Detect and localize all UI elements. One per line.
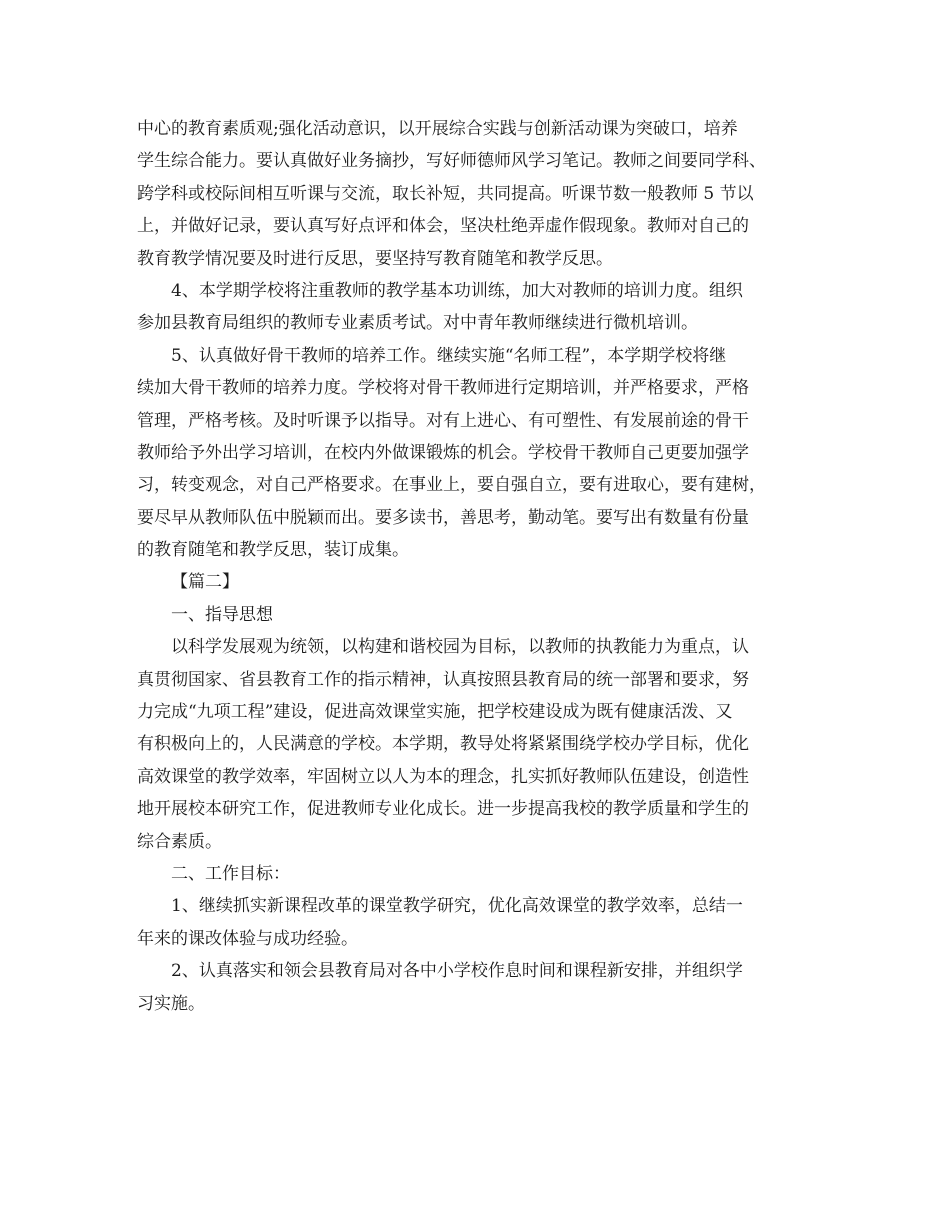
text-line: 跨学科或校际间相互听课与交流，取长补短，共同提高。听课节数一般教师 5 节以 [137, 183, 754, 204]
text-line: 要尽早从教师队伍中脱颖而出。要多读书，善思考，勤动笔。要写出有数量有份量 [137, 507, 749, 528]
text-line: 以科学发展观为统领，以构建和谐校园为目标，以教师的执教能力为重点，认 [171, 637, 749, 658]
text-line: 参加县教育局组织的教师专业素质考试。对中青年教师继续进行微机培训。 [137, 313, 698, 334]
text-line: 的教育随笔和教学反思，装订成集。 [137, 540, 409, 561]
text-line: 习，转变观念，对自己严格要求。在事业上，要自强自立，要有进取心，要有建树， [137, 475, 766, 496]
text-line: 力完成“九项工程”建设，促进高效课堂实施，把学校建设成为既有健康活泼、又 [137, 702, 733, 723]
text-line: 教育教学情况要及时进行反思，要坚持写教育随笔和教学反思。 [137, 248, 613, 269]
text-line: 2、认真落实和领会县教育局对各中小学校作息时间和课程新安排，并组织学 [171, 961, 743, 982]
text-line: 学生综合能力。要认真做好业务摘抄，写好师德师风学习笔记。教师之间要同学科、 [137, 151, 766, 172]
text-line: 二、工作目标： [171, 863, 290, 884]
text-line: 高效课堂的教学效率，牢固树立以人为本的理念，扎实抓好教师队伍建设，创造性 [137, 766, 749, 787]
text-line: 地开展校本研究工作，促进教师专业化成长。进一步提高我校的教学质量和学生的 [137, 799, 749, 820]
text-line: 一、指导思想 [171, 604, 273, 625]
text-line: 习实施。 [137, 993, 205, 1014]
text-line: 上，并做好记录，要认真写好点评和体会，坚决杜绝弄虚作假现象。教师对自己的 [137, 216, 749, 237]
text-line: 1、继续抓实新课程改革的课堂教学研究，优化高效课堂的教学效率，总结一 [171, 896, 743, 917]
text-line: 5、认真做好骨干教师的培养工作。继续实施“名师工程”，本学期学校将继 [171, 345, 727, 366]
text-line: 有积极向上的，人民满意的学校。本学期，教导处将紧紧围绕学校办学目标，优化 [137, 734, 749, 755]
text-line: 教师给予外出学习培训，在校内外做课锻炼的机会。学校骨干教师自己更要加强学 [137, 442, 749, 463]
text-line: 真贯彻国家、省县教育工作的指示精神，认真按照县教育局的统一部署和要求，努 [137, 669, 749, 690]
text-line: 【篇二】 [171, 572, 239, 593]
text-line: 管理，严格考核。及时听课予以指导。对有上进心、有可塑性、有发展前途的骨干 [137, 410, 749, 431]
text-line: 续加大骨干教师的培养力度。学校将对骨干教师进行定期培训，并严格要求，严格 [137, 378, 749, 399]
text-line: 中心的教育素质观;强化活动意识，以开展综合实践与创新活动课为突破口，培养 [137, 119, 738, 139]
text-line: 综合素质。 [137, 831, 222, 852]
text-line: 年来的课改体验与成功经验。 [137, 928, 358, 949]
text-line: 4、本学期学校将注重教师的教学基本功训练，加大对教师的培训力度。组织 [171, 280, 743, 301]
document-body [137, 113, 817, 1020]
